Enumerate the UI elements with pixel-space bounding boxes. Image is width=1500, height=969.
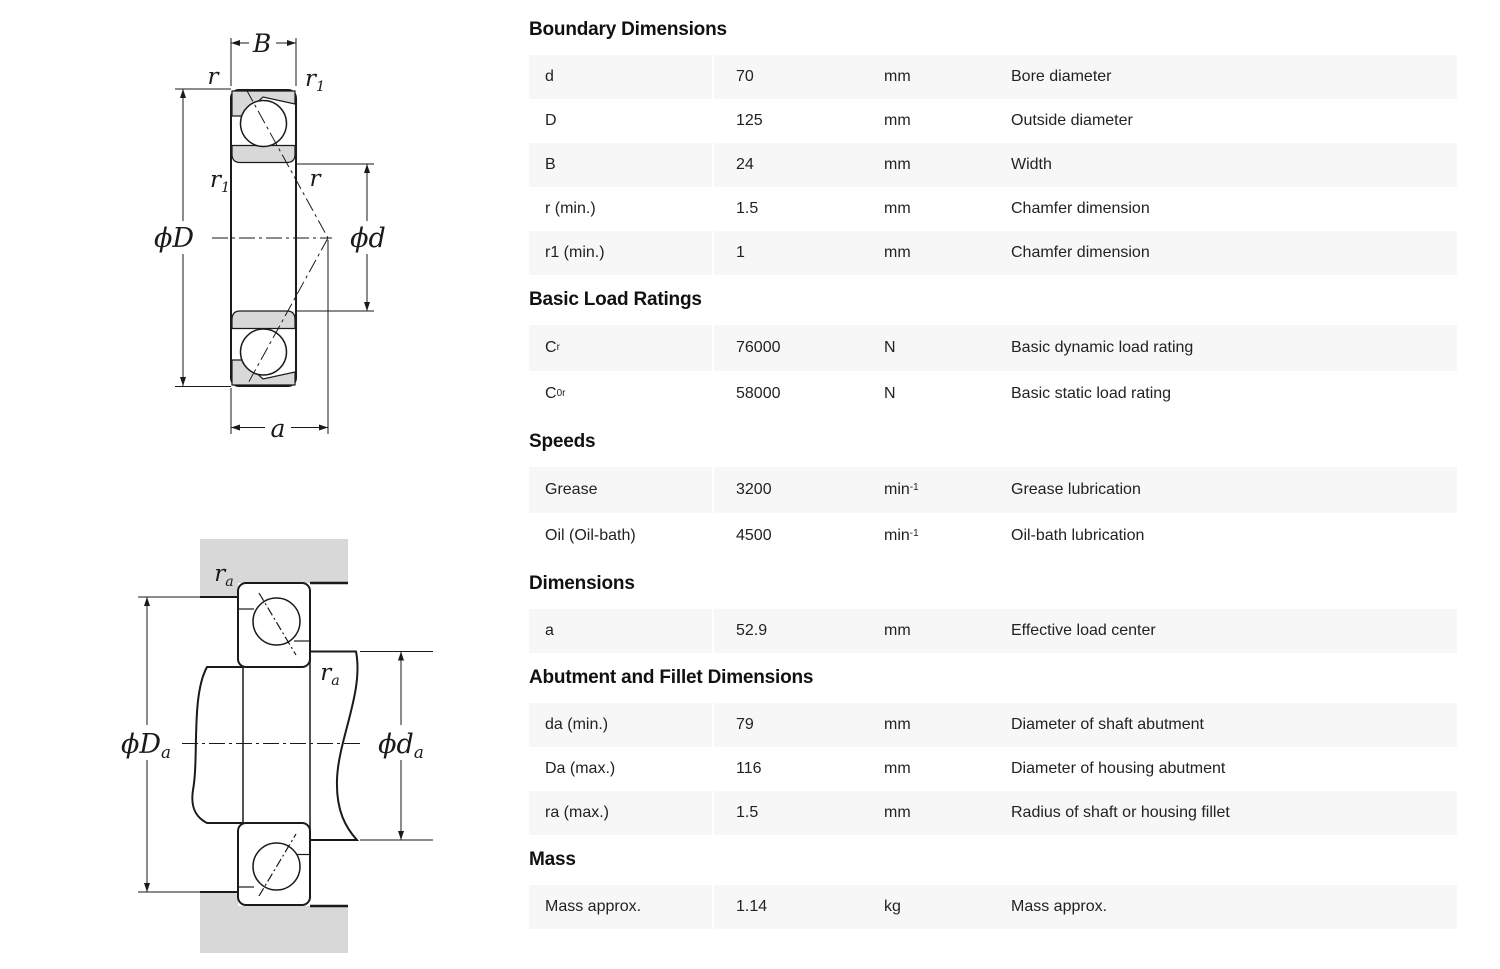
row-unit: mm <box>884 804 911 821</box>
row-unit: mm <box>884 244 911 261</box>
ball-lower <box>241 329 287 375</box>
table-row <box>529 325 1457 371</box>
table-row <box>529 513 1457 559</box>
table-row <box>529 187 1457 231</box>
row-value: 79 <box>736 716 754 733</box>
table-row <box>529 231 1457 275</box>
row-unit: N <box>884 385 896 402</box>
section-heading: Dimensions <box>529 573 635 594</box>
arrowhead <box>231 425 240 431</box>
arrowhead <box>180 89 186 98</box>
dim-label-ra-mid: $r_a$ <box>320 660 340 689</box>
row-description: Mass approx. <box>1011 898 1108 915</box>
row-description: Width <box>1011 156 1052 173</box>
row-value: 1 <box>736 244 745 261</box>
row-description: Oil-bath lubrication <box>1011 527 1145 544</box>
row-description: Chamfer dimension <box>1011 244 1150 261</box>
row-value: 24 <box>736 156 754 173</box>
inner-ring-lower <box>232 311 295 329</box>
row-value: 116 <box>736 760 762 777</box>
arrowhead <box>231 40 240 46</box>
row-description: Effective load center <box>1011 622 1156 639</box>
row-description: Diameter of shaft abutment <box>1011 716 1204 733</box>
row-description: Chamfer dimension <box>1011 200 1150 217</box>
row-value: 1.5 <box>736 804 759 821</box>
spec-panel <box>529 0 1457 929</box>
row-unit: mm <box>884 716 911 733</box>
row-unit: mm <box>884 112 911 129</box>
table-row <box>529 371 1457 417</box>
section-heading: Mass <box>529 849 576 870</box>
row-unit: min $^{-1}$ <box>884 527 919 544</box>
row-label: D <box>529 99 714 143</box>
row-description: Radius of shaft or housing fillet <box>1011 804 1230 821</box>
row-label: ra (max.) <box>529 791 714 835</box>
row-description: Grease lubrication <box>1011 481 1141 498</box>
row-label: r1 (min.) <box>529 231 714 275</box>
dim-label-r-top: r <box>207 64 219 90</box>
row-unit: mm <box>884 68 911 85</box>
dim-label-phiDa: ϕDa <box>120 729 172 762</box>
arrowhead <box>319 425 328 431</box>
table-row <box>529 747 1457 791</box>
arrowhead <box>364 164 370 173</box>
row-unit: kg <box>884 898 901 915</box>
row-label: Oil (Oil-bath) <box>529 513 714 559</box>
section-heading: Boundary Dimensions <box>529 19 727 40</box>
dim-label-r1-top: $r_1$ <box>304 66 326 95</box>
spec-table <box>529 467 1457 559</box>
dim-label-phid: ϕd <box>350 223 386 254</box>
arrowhead <box>398 831 404 840</box>
row-unit: mm <box>884 760 911 777</box>
row-value: 3200 <box>736 481 772 498</box>
row-label: B <box>529 143 714 187</box>
table-row <box>529 99 1457 143</box>
section-heading: Basic Load Ratings <box>529 289 702 310</box>
arrowhead <box>398 652 404 661</box>
table-row <box>529 467 1457 513</box>
row-label: r (min.) <box>529 187 714 231</box>
spec-table <box>529 325 1457 417</box>
row-unit: mm <box>884 200 911 217</box>
arrowhead <box>144 597 150 606</box>
spec-table <box>529 609 1457 653</box>
row-unit: N <box>884 339 896 356</box>
row-description: Bore diameter <box>1011 68 1112 85</box>
arrowhead <box>364 302 370 311</box>
bearing-diagrams <box>0 0 500 969</box>
row-label: a <box>529 609 714 653</box>
dim-label-a: a <box>270 414 286 443</box>
ball-upper <box>253 598 300 645</box>
arrowhead <box>144 883 150 892</box>
row-value: 1.5 <box>736 200 759 217</box>
table-row <box>529 885 1457 929</box>
dim-label-phiD: ϕD <box>153 223 195 254</box>
spec-table <box>529 703 1457 835</box>
row-value: 125 <box>736 112 763 129</box>
row-unit: mm <box>884 156 911 173</box>
row-value: 76000 <box>736 339 781 356</box>
row-value: 4500 <box>736 527 772 544</box>
row-value: 70 <box>736 68 754 85</box>
row-unit: min $^{-1}$ <box>884 481 919 498</box>
row-description: Basic static load rating <box>1011 385 1172 402</box>
dim-label-ra-top: $r_a$ <box>214 561 234 590</box>
row-label: da (min.) <box>529 703 714 747</box>
section-heading: Speeds <box>529 431 596 452</box>
row-label: Mass approx. <box>529 885 714 929</box>
table-row <box>529 609 1457 653</box>
row-description: Basic dynamic load rating <box>1011 339 1194 356</box>
row-unit: mm <box>884 622 911 639</box>
shaft-left <box>192 667 243 823</box>
arrowhead <box>287 40 296 46</box>
row-value: 52.9 <box>736 622 768 639</box>
row-label: C r <box>529 325 714 371</box>
row-value: 1.14 <box>736 898 768 915</box>
section-heading: Abutment and Fillet Dimensions <box>529 667 814 688</box>
arrowhead <box>180 377 186 386</box>
table-row <box>529 703 1457 747</box>
row-description: Diameter of housing abutment <box>1011 760 1226 777</box>
dim-label-r1-mid: $r_1$ <box>209 167 231 196</box>
ball-upper <box>241 101 287 147</box>
table-row <box>529 143 1457 187</box>
row-value: 58000 <box>736 385 781 402</box>
dim-label-B: B <box>252 29 272 58</box>
row-description: Outside diameter <box>1011 112 1133 129</box>
dim-label-r-mid: r <box>309 166 321 192</box>
bearing-mounting-diagram <box>117 539 433 953</box>
row-label: Da (max.) <box>529 747 714 791</box>
row-label: C 0r <box>529 371 714 417</box>
row-label: Grease <box>529 467 714 513</box>
spec-table <box>529 885 1457 929</box>
spec-table <box>529 55 1457 275</box>
row-label: d <box>529 55 714 99</box>
table-row <box>529 55 1457 99</box>
table-row <box>529 791 1457 835</box>
dim-label-phida: ϕda <box>378 729 424 762</box>
bearing-cross-section-diagram <box>149 29 392 443</box>
